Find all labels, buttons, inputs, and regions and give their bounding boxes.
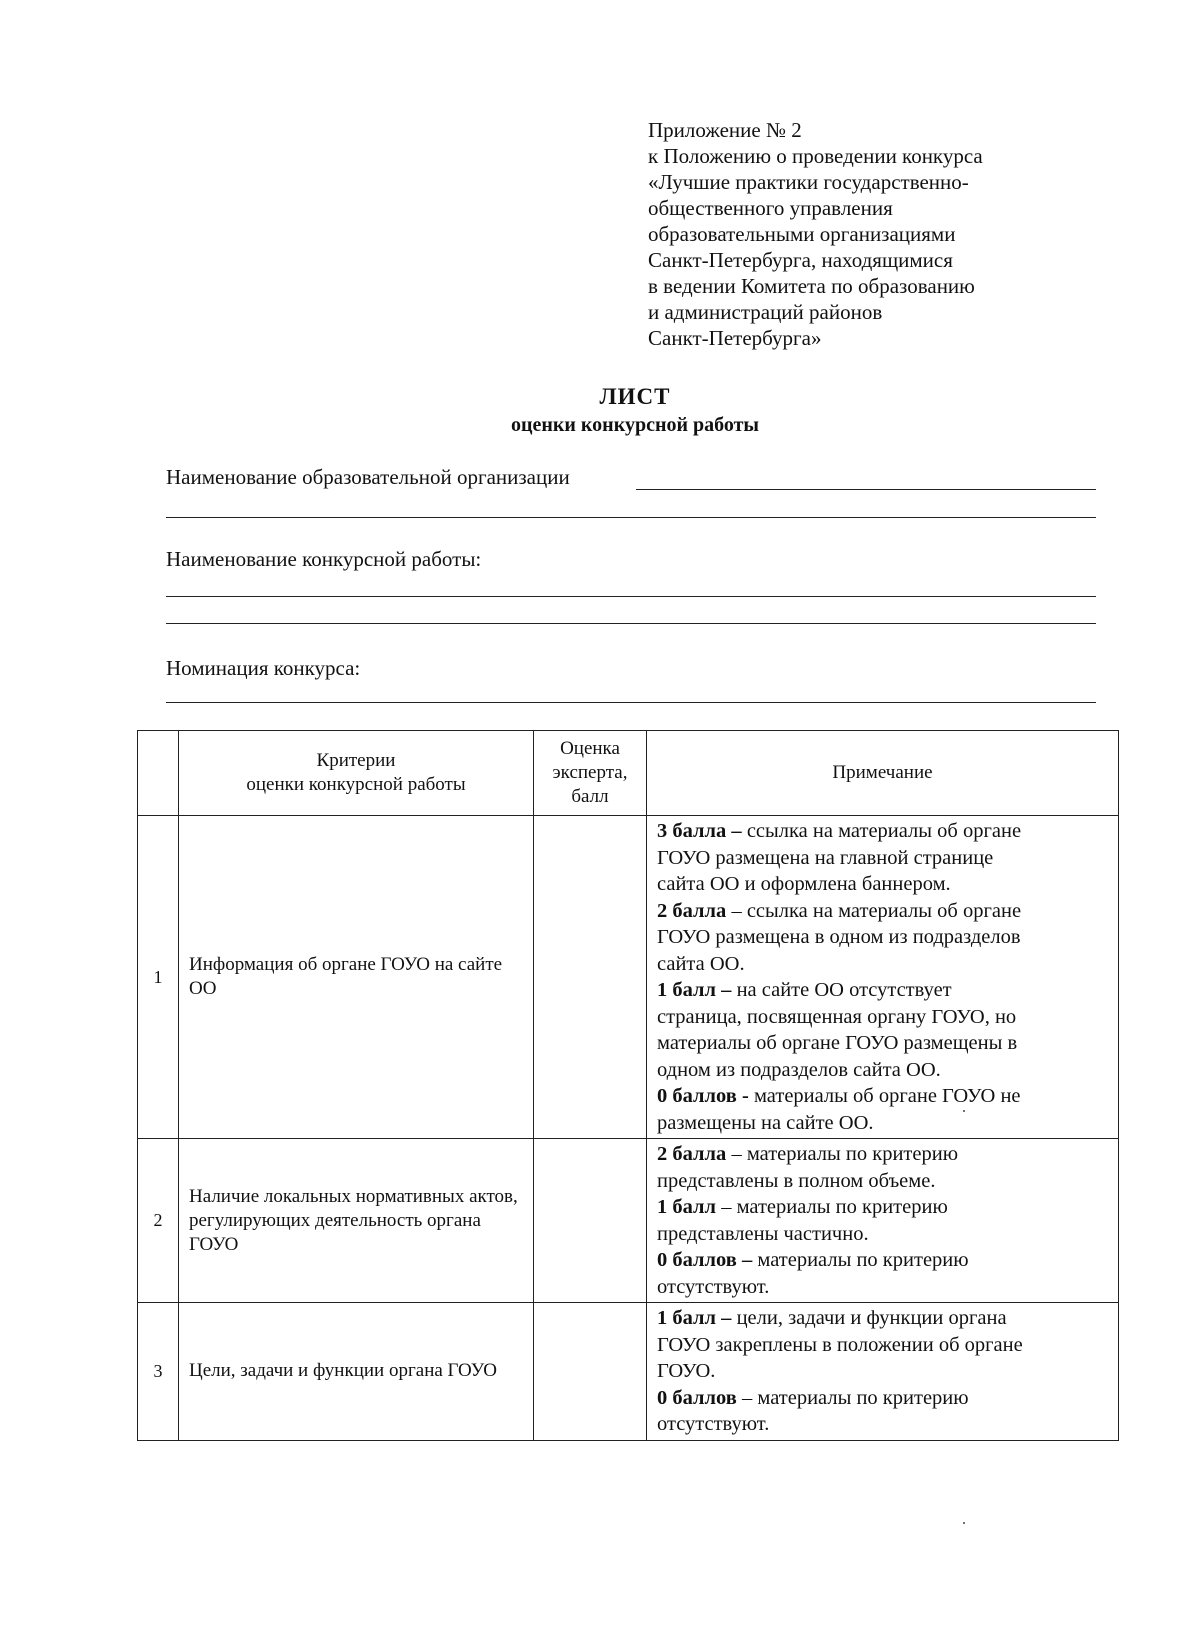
nomination-label: Номинация конкурса: xyxy=(166,656,361,680)
row-criterion: Наличие локальных нормативных актов, регулирующих деятельность органа ГОУО xyxy=(179,1139,534,1303)
note-text: – материалы по критерию xyxy=(736,1386,969,1409)
note-score-label: 2 балла xyxy=(657,899,727,922)
row-notes xyxy=(647,816,1119,1139)
appendix-line: «Лучшие практики государственно- xyxy=(648,170,969,194)
organization-line[interactable] xyxy=(636,489,1096,490)
note-text: – ссылка на материалы об органе xyxy=(726,899,1022,922)
appendix-line: в ведении Комитета по образованию xyxy=(648,274,975,298)
note-line xyxy=(657,1030,1110,1057)
work-name-line[interactable] xyxy=(166,596,1096,597)
row-score-cell[interactable] xyxy=(534,816,647,1139)
appendix-line: образовательными организациями xyxy=(648,222,956,246)
appendix-line: общественного управления xyxy=(648,196,893,220)
scan-speck xyxy=(963,1522,965,1524)
note-text: отсутствуют. xyxy=(657,1275,770,1298)
row-criterion: Информация об органе ГОУО на сайте ОО xyxy=(179,816,534,1139)
note-text: на сайте ОО отсутствует xyxy=(731,979,952,1001)
note-text: отсутствуют. xyxy=(657,1413,770,1435)
table-row xyxy=(138,1139,1119,1303)
note-text: сайта ОО. xyxy=(657,952,745,975)
note-line xyxy=(657,924,1110,951)
note-text: ссылка на материалы об органе xyxy=(741,820,1022,842)
note-score-label: 3 балла – xyxy=(657,820,742,842)
note-score-label: 0 баллов – xyxy=(657,1249,753,1271)
note-text: одном из подразделов сайта ОО. xyxy=(657,1058,941,1081)
appendix-line: Санкт-Петербурга» xyxy=(648,326,822,350)
note-line xyxy=(657,845,1110,872)
note-line xyxy=(657,1332,1110,1359)
nomination-line[interactable] xyxy=(166,702,1096,703)
row-criterion: Цели, задачи и функции органа ГОУО xyxy=(179,1303,534,1441)
row-score-cell[interactable] xyxy=(534,1303,647,1441)
note-text: – материалы по критерию xyxy=(716,1196,948,1218)
note-line xyxy=(657,1194,1110,1221)
appendix-line: к Положению о проведении конкурса xyxy=(648,144,983,168)
table-header-row xyxy=(138,731,1119,816)
note-text: материалы об органе ГОУО размещены в xyxy=(657,1032,1018,1054)
note-line xyxy=(657,1411,1110,1438)
note-text: цели, задачи и функции органа xyxy=(731,1307,1007,1329)
document-subtitle: оценки конкурсной работы xyxy=(510,414,760,436)
note-text: ГОУО закреплены в положении об органе xyxy=(657,1333,1023,1356)
appendix-line: и администраций районов xyxy=(648,300,883,324)
table-row xyxy=(138,816,1119,1139)
header-score-line3: балл xyxy=(571,786,609,807)
note-score-label: 0 баллов xyxy=(657,1386,737,1409)
appendix-line: Санкт-Петербурга, находящимися xyxy=(648,248,953,272)
note-text: размещены на сайте ОО. xyxy=(657,1111,874,1134)
note-line xyxy=(657,1385,1110,1412)
note-line xyxy=(657,1083,1110,1110)
appendix-header xyxy=(648,117,1108,351)
note-line xyxy=(657,977,1110,1004)
note-score-label: 1 балл xyxy=(657,1196,717,1218)
row-number: 3 xyxy=(138,1303,179,1441)
note-text: страница, посвященная органу ГОУО, но xyxy=(657,1005,1017,1028)
header-number xyxy=(138,731,179,816)
row-notes xyxy=(647,1139,1119,1303)
note-score-label: 1 балл – xyxy=(657,1307,732,1329)
note-line xyxy=(657,1274,1110,1301)
note-line xyxy=(657,951,1110,978)
header-criteria-line2: оценки конкурсной работы xyxy=(246,774,466,795)
note-text: представлены частично. xyxy=(657,1222,869,1245)
note-line xyxy=(657,1004,1110,1031)
header-score-line2: эксперта, xyxy=(552,762,628,783)
work-name-label: Наименование конкурсной работы: xyxy=(166,547,482,571)
note-line xyxy=(657,1168,1110,1195)
note-text: материалы об органе ГОУО не xyxy=(748,1085,1021,1107)
header-criteria xyxy=(179,731,534,816)
note-line xyxy=(657,898,1110,925)
note-line xyxy=(657,818,1110,845)
note-line xyxy=(657,871,1110,898)
note-text: ГОУО размещена на главной странице xyxy=(657,846,994,869)
organization-label: Наименование образовательной организации xyxy=(166,465,570,489)
document-title: ЛИСТ xyxy=(599,384,671,409)
note-text: материалы по критерию xyxy=(752,1249,969,1271)
header-note: Примечание xyxy=(647,731,1119,816)
row-notes xyxy=(647,1303,1119,1441)
note-line xyxy=(657,1057,1110,1084)
note-text: – материалы по критерию xyxy=(726,1143,959,1165)
note-line xyxy=(657,1221,1110,1248)
header-criteria-line1: Критерии xyxy=(316,750,396,771)
header-score-line1: Оценка xyxy=(560,738,620,759)
row-number: 1 xyxy=(138,816,179,1139)
note-text: представлены в полном объеме. xyxy=(657,1169,936,1192)
row-number: 2 xyxy=(138,1139,179,1303)
note-text: ГОУО размещена в одном из подразделов xyxy=(657,926,1021,948)
organization-line-2[interactable] xyxy=(166,517,1096,518)
header-score xyxy=(534,731,647,816)
note-line xyxy=(657,1358,1110,1385)
note-line xyxy=(657,1141,1110,1168)
appendix-line: Приложение № 2 xyxy=(648,118,802,142)
note-text: ГОУО. xyxy=(657,1360,716,1382)
note-score-label: 2 балла xyxy=(657,1143,727,1165)
table-row xyxy=(138,1303,1119,1441)
row-score-cell[interactable] xyxy=(534,1139,647,1303)
note-score-label: 0 баллов - xyxy=(657,1085,749,1107)
note-score-label: 1 балл – xyxy=(657,979,732,1001)
note-line xyxy=(657,1247,1110,1274)
work-name-line-2[interactable] xyxy=(166,623,1096,624)
criteria-table xyxy=(137,730,1119,1441)
note-text: сайта ОО и оформлена баннером. xyxy=(657,873,951,895)
note-line xyxy=(657,1110,1110,1137)
note-line xyxy=(657,1305,1110,1332)
scan-speck xyxy=(963,1110,965,1112)
